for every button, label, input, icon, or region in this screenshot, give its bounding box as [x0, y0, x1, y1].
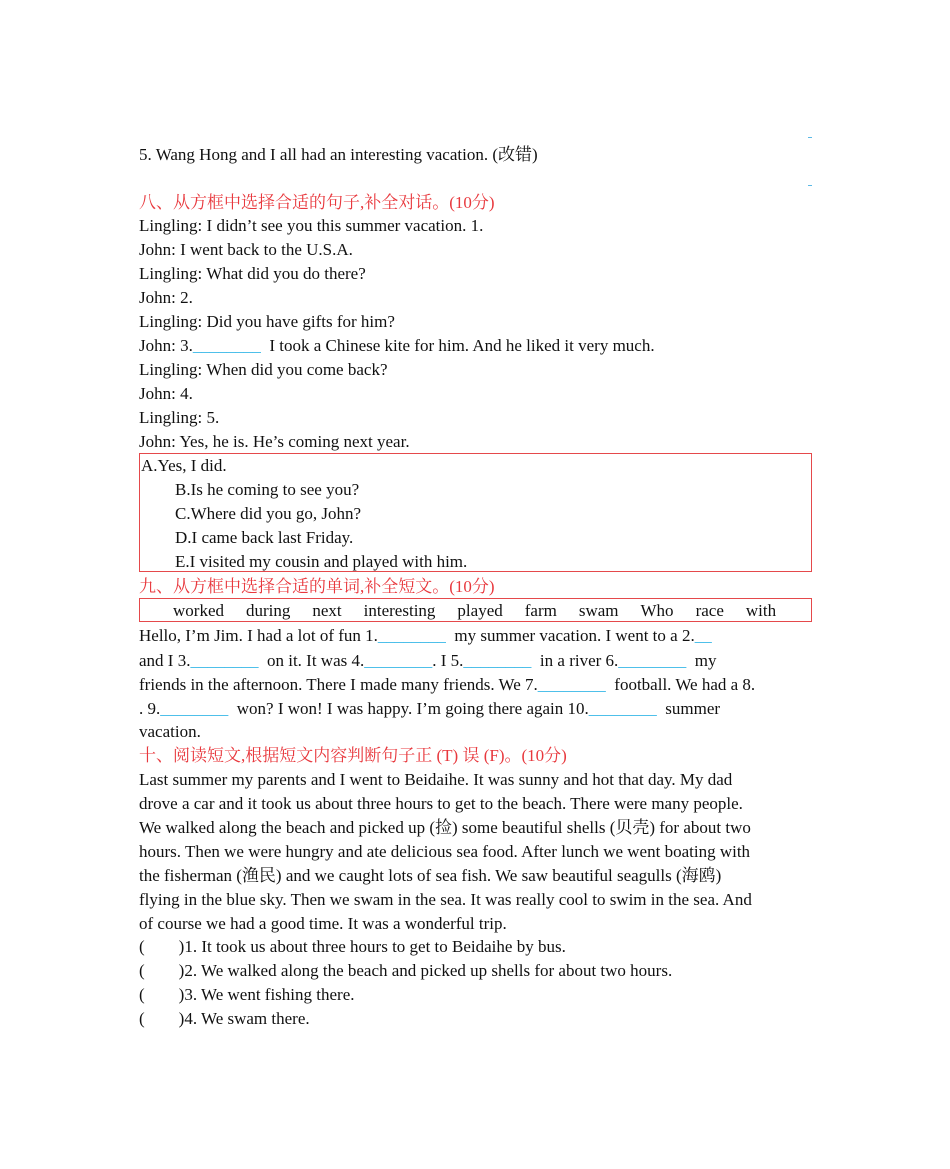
- option-a: A.Yes, I did.: [141, 456, 227, 475]
- reading-line: drove a car and it took us about three hours to get to the beach. There were many people.: [139, 794, 743, 813]
- margin-mark: [808, 185, 812, 186]
- option-b: B.Is he coming to see you?: [175, 480, 360, 499]
- dialogue-line: Lingling: When did you come back?: [139, 360, 388, 379]
- word-option: worked: [173, 601, 224, 620]
- dialogue-line: Lingling: 5.: [139, 408, 220, 427]
- option-d: D.I came back last Friday.: [175, 528, 354, 547]
- passage-line: . 9.________ won? I won! I was happy. I’m going there again 10.________ summer: [139, 699, 721, 718]
- tf-question[interactable]: ( )1. It took us about three hours to get to Beidaihe by bus.: [139, 937, 566, 956]
- word-option: with: [745, 601, 777, 620]
- word-bank: [173, 599, 798, 623]
- reading-line: flying in the blue sky. Then we swam in the sea. It was really cool to swim in the sea. And: [139, 890, 752, 909]
- answer-blank[interactable]: ________: [377, 626, 446, 645]
- question-5: 5. Wang Hong and I all had an interesting vacation. (改错): [139, 145, 538, 164]
- dialogue-line: John: 2.: [139, 288, 193, 307]
- word-option: Who: [640, 601, 674, 620]
- answer-blank[interactable]: ________: [588, 699, 657, 718]
- option-e: E.I visited my cousin and played with him.: [175, 552, 468, 571]
- dialogue-line: John: 4.: [139, 384, 193, 403]
- answer-blank[interactable]: __: [694, 626, 712, 645]
- dialogue-line: John: 3.________ I took a Chinese kite for him. And he liked it very much.: [139, 336, 655, 355]
- word-option: swam: [578, 601, 619, 620]
- section-9-title: 九、从方框中选择合适的单词,补全短文。(10分): [139, 577, 495, 596]
- tf-question[interactable]: ( )2. We walked along the beach and picked up shells for about two hours.: [139, 961, 673, 980]
- reading-line: hours. Then we were hungry and ate delicious sea food. After lunch we went boating with: [139, 842, 751, 861]
- answer-blank[interactable]: ________: [537, 675, 606, 694]
- answer-blank[interactable]: ________: [618, 651, 687, 670]
- reading-line: Last summer my parents and I went to Beidaihe. It was sunny and hot that day. My dad: [139, 770, 733, 789]
- option-c: C.Where did you go, John?: [175, 504, 362, 523]
- word-option: during: [245, 601, 291, 620]
- word-option: played: [457, 601, 503, 620]
- word-option: farm: [524, 601, 557, 620]
- answer-blank[interactable]: ________: [190, 651, 259, 670]
- margin-mark: [808, 137, 812, 138]
- answer-blank[interactable]: ________: [364, 651, 433, 670]
- section-8-title: 八、从方框中选择合适的句子,补全对话。(10分): [139, 193, 495, 212]
- answer-blank[interactable]: ________: [192, 336, 261, 355]
- tf-question[interactable]: ( )3. We went fishing there.: [139, 985, 355, 1004]
- dialogue-line: Lingling: I didn’t see you this summer vacation. 1.: [139, 216, 484, 235]
- dialogue-line: John: Yes, he is. He’s coming next year.: [139, 432, 410, 451]
- passage-line: Hello, I’m Jim. I had a lot of fun 1.________ my summer vacation. I went to a 2.__: [139, 626, 712, 645]
- section-10-title: 十、阅读短文,根据短文内容判断句子正 (T) 误 (F)。(10分): [139, 746, 567, 765]
- tf-question[interactable]: ( )4. We swam there.: [139, 1009, 310, 1028]
- reading-line: We walked along the beach and picked up (捡) some beautiful shells (贝壳) for about two: [139, 818, 751, 837]
- answer-blank[interactable]: ________: [463, 651, 532, 670]
- dialogue-line: John: I went back to the U.S.A.: [139, 240, 353, 259]
- passage-line: vacation.: [139, 722, 201, 741]
- word-option: next: [312, 601, 342, 620]
- reading-line: of course we had a good time. It was a wonderful trip.: [139, 914, 507, 933]
- reading-line: the fisherman (渔民) and we caught lots of sea fish. We saw beautiful seagulls (海鸥): [139, 866, 722, 885]
- passage-line: friends in the afternoon. There I made many friends. We 7.________ football. We had a 8.: [139, 675, 756, 694]
- passage-line: and I 3.________ on it. It was 4.________. I 5.________ in a river 6.________ my: [139, 651, 717, 670]
- word-option: race: [695, 601, 724, 620]
- answer-blank[interactable]: ________: [160, 699, 229, 718]
- dialogue-line: Lingling: What did you do there?: [139, 264, 366, 283]
- word-option: interesting: [363, 601, 436, 620]
- dialogue-line: Lingling: Did you have gifts for him?: [139, 312, 395, 331]
